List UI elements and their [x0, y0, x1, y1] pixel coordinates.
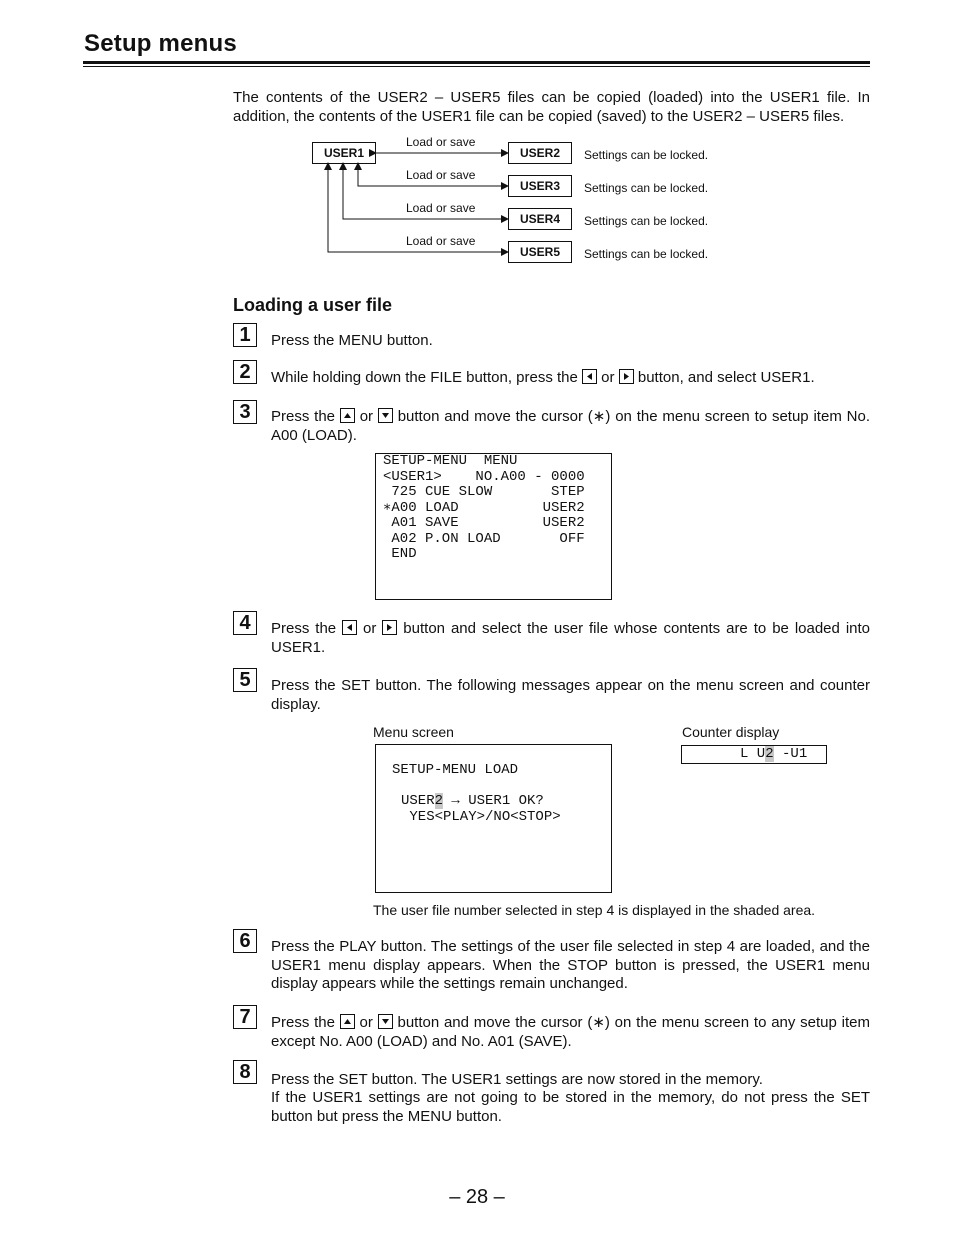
setup-menu-screen — [375, 453, 612, 600]
lock-note: Settings can be locked. — [584, 148, 709, 162]
menu-screen-label: Menu screen — [373, 724, 454, 740]
page-title: Setup menus — [84, 30, 237, 57]
user1-box: USER1 — [312, 142, 376, 164]
right-arrow-key-icon — [382, 620, 397, 635]
step-text: Press the PLAY button. The settings of the user file selected in step 4 are loaded, and the USER1 menu display appears. When the STOP button is pressed, the USER1 menu display appears while the settings remain unchanged. — [271, 938, 870, 992]
user-file-diagram — [300, 130, 760, 270]
menu-line: USER2 → USER1 OK? — [401, 793, 544, 809]
step-number: 1 — [233, 323, 257, 347]
counter-display — [681, 745, 827, 764]
menu-line: 725 CUE SLOW STEP — [383, 484, 585, 500]
menu-line: A02 P.ON LOAD OFF — [383, 530, 585, 547]
menu-line: SETUP-MENU LOAD — [392, 762, 519, 778]
down-arrow-key-icon — [378, 1014, 393, 1029]
arrow-label: Load or save — [406, 234, 476, 248]
lock-note: Settings can be locked. — [584, 247, 709, 261]
up-arrow-key-icon — [340, 408, 355, 423]
load-confirm-screen — [375, 744, 612, 893]
lock-note: Settings can be locked. — [584, 214, 709, 228]
intro-paragraph: The contents of the USER2 – USER5 files can be copied (loaded) into the USER1 file. In addition, the contents of the USER1 file can be copied (saved) to the USER2 – USER5 files. — [233, 89, 870, 125]
arrow-label: Load or save — [406, 201, 476, 215]
menu-line: ∗A00 LOAD USER2 — [383, 499, 585, 516]
user2-box: USER2 — [508, 142, 572, 164]
left-arrow-key-icon — [342, 620, 357, 635]
counter-text: L U2 -U1 — [740, 746, 808, 762]
step-number: 2 — [233, 360, 257, 384]
step-number: 8 — [233, 1060, 257, 1084]
step-text: If the USER1 settings are not going to be stored in the memory, do not press the SET button but press the MENU button. — [271, 1089, 870, 1125]
shaded-user-number: 2 — [765, 746, 774, 762]
page-number: – 28 – — [449, 1186, 505, 1208]
step-number: 5 — [233, 668, 257, 692]
user5-box: USER5 — [508, 241, 572, 263]
lock-note: Settings can be locked. — [584, 181, 709, 195]
counter-display-label: Counter display — [682, 724, 780, 740]
title-rule — [83, 61, 870, 64]
user4-box: USER4 — [508, 208, 572, 230]
menu-line: A01 SAVE USER2 — [383, 515, 585, 531]
shaded-user-number: 2 — [434, 793, 444, 809]
step-number: 4 — [233, 611, 257, 635]
menu-line: SETUP-MENU MENU — [383, 453, 518, 469]
title-rule-thin — [83, 66, 870, 67]
step-text: Press the MENU button. — [271, 332, 433, 349]
step-text: While holding down the FILE button, press the or button, and select USER1. — [271, 369, 815, 386]
step-text: Press the SET button. The USER1 settings are now stored in the memory. — [271, 1071, 763, 1088]
menu-line: YES<PLAY>/NO<STOP> — [401, 809, 561, 825]
step-number: 3 — [233, 400, 257, 424]
section-title: Loading a user file — [233, 295, 393, 315]
arrow-label: Load or save — [406, 168, 476, 182]
left-arrow-key-icon — [582, 369, 597, 384]
menu-line: <USER1> NO.A00 - 0000 — [383, 468, 585, 485]
up-arrow-key-icon — [340, 1014, 355, 1029]
step-number: 6 — [233, 929, 257, 953]
down-arrow-key-icon — [378, 408, 393, 423]
user3-box: USER3 — [508, 175, 572, 197]
right-arrow-key-icon — [619, 369, 634, 384]
arrow-label: Load or save — [406, 135, 476, 149]
step-text: Press the or button and select the user file whose contents are to be loaded into USER1. — [271, 620, 871, 656]
step-text: Press the or button and move the cursor (∗) on the menu screen to setup item No. A00 (LOAD). — [271, 408, 870, 444]
step-text: Press the or button and move the cursor (∗) on the menu screen to any setup item except No. A00 (LOAD) and No. A01 (SAVE). — [271, 1014, 870, 1050]
step-text: Press the SET button. The following messages appear on the menu screen and counter display. — [271, 677, 870, 713]
step-number: 7 — [233, 1005, 257, 1029]
shade-note: The user file number selected in step 4 is displayed in the shaded area. — [373, 902, 816, 918]
menu-line: END — [383, 546, 417, 562]
